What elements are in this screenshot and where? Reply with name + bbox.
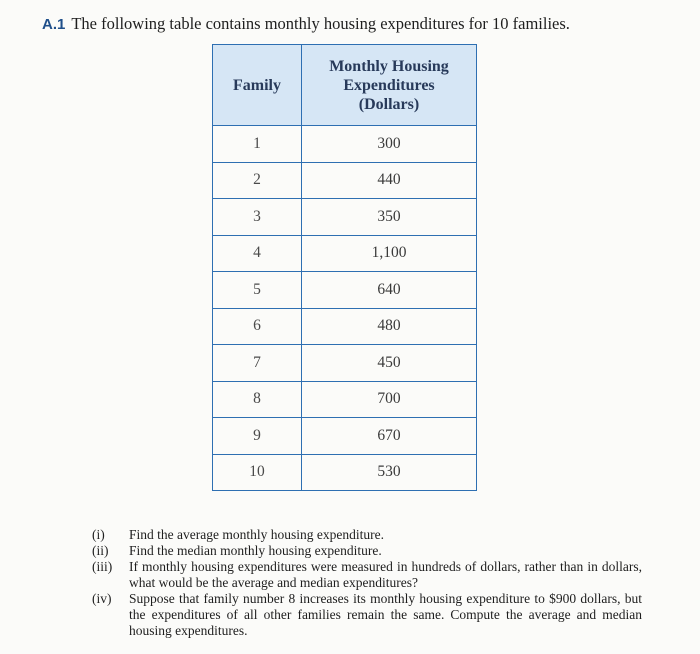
table-row [213,126,477,163]
table-row [213,199,477,236]
table-header-row [213,45,477,126]
problem-heading [42,14,570,34]
expenditure-cell: 350 [302,199,477,236]
question-item [92,527,642,543]
family-cell: 5 [213,272,302,309]
family-cell: 3 [213,199,302,236]
expenditure-cell: 450 [302,345,477,382]
header-line: Monthly Housing [329,57,449,75]
question-item [92,559,642,591]
family-cell: 6 [213,308,302,345]
expenditure-cell: 530 [302,454,477,491]
family-cell: 9 [213,418,302,455]
table-row [213,345,477,382]
table-row [213,162,477,199]
header-line: (Dollars) [358,95,420,113]
expenditure-cell: 300 [302,126,477,163]
question-label: (ii) [92,543,109,558]
family-cell: 2 [213,162,302,199]
table-row [213,308,477,345]
problem-statement: The following table contains monthly housing expenditures for 10 families. [71,14,570,33]
family-cell: 8 [213,381,302,418]
question-item [92,591,642,639]
question-item [92,543,642,559]
question-list [92,527,642,639]
expenditure-cell: 700 [302,381,477,418]
table-row [213,381,477,418]
question-label: (i) [92,527,105,542]
expenditure-cell: 480 [302,308,477,345]
family-cell: 10 [213,454,302,491]
problem-number: A.1 [42,16,66,33]
question-label: (iii) [92,559,113,574]
expenditure-cell: 670 [302,418,477,455]
column-header-family: Family [213,45,302,126]
expenditure-cell: 440 [302,162,477,199]
expenditure-cell: 1,100 [302,235,477,272]
question-text: Find the average monthly housing expenditure. [129,527,384,542]
family-cell: 4 [213,235,302,272]
table-row [213,235,477,272]
question-text: Suppose that family number 8 increases its monthly housing expenditure to $900 dollars, but the expenditures of all other families remain the same. Compute the average and median housing expenditures. [129,591,642,638]
expenditure-table [212,44,477,491]
column-header-expenditure [302,45,477,126]
table-row [213,272,477,309]
question-label: (iv) [92,591,112,606]
table-row [213,418,477,455]
family-cell: 1 [213,126,302,163]
header-line: Expenditures [343,76,435,94]
table-row [213,454,477,491]
family-cell: 7 [213,345,302,382]
question-text: Find the median monthly housing expenditure. [129,543,382,558]
expenditure-cell: 640 [302,272,477,309]
question-text: If monthly housing expenditures were measured in hundreds of dollars, rather than in dollars, what would be the average and median expenditures? [129,559,642,590]
